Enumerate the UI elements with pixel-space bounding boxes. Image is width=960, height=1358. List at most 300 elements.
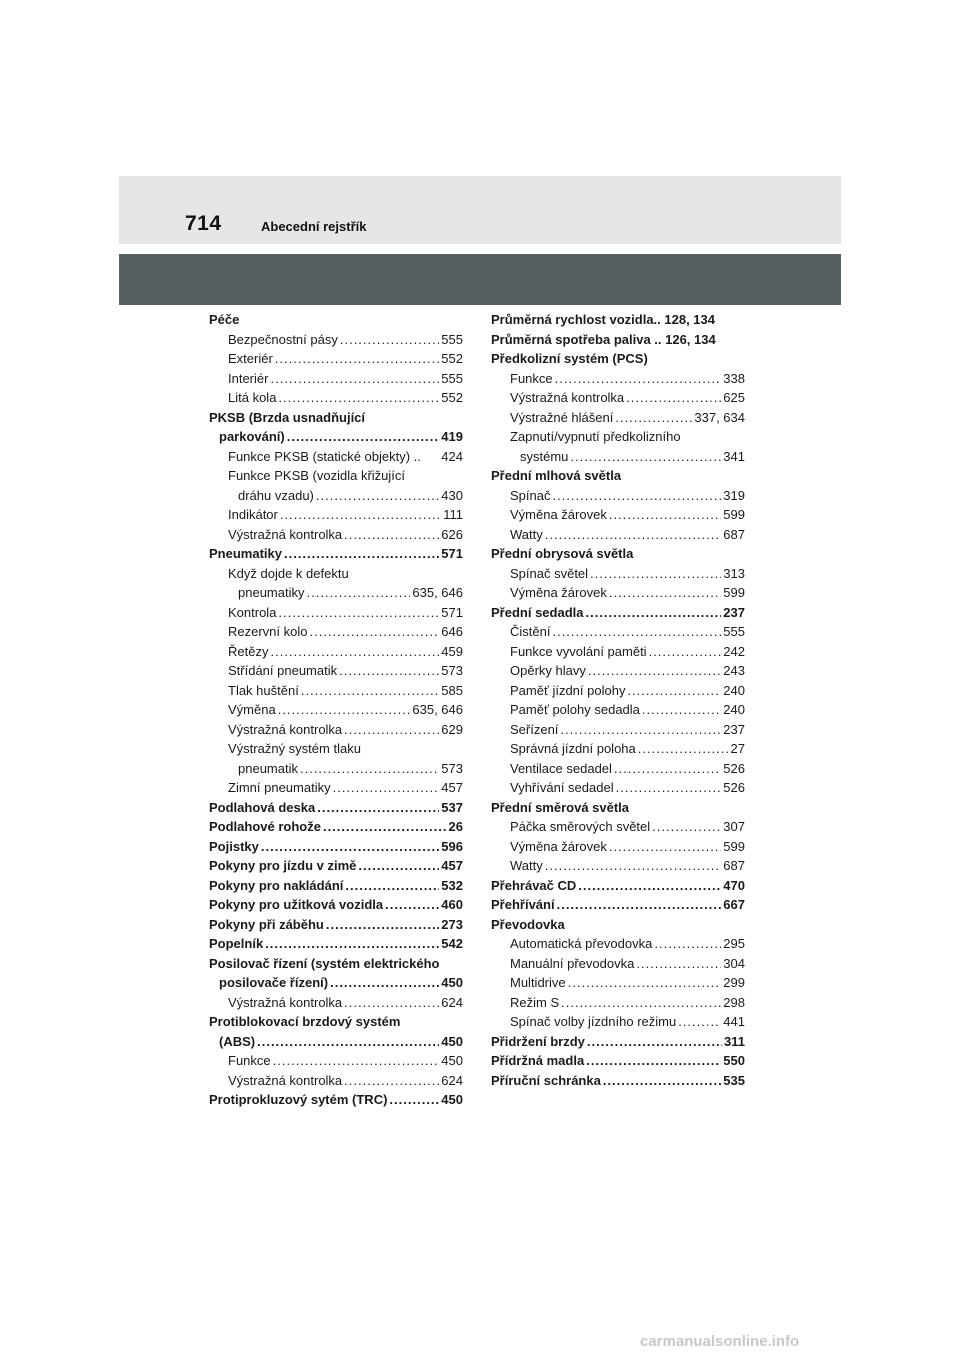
index-entry-term: Tlak huštění bbox=[228, 682, 299, 698]
index-entry-term: Funkce vyvolání paměti bbox=[510, 643, 647, 659]
index-entry-term: systému bbox=[520, 448, 569, 464]
dot-leader bbox=[326, 915, 439, 935]
index-entry-page: 635, 646 bbox=[412, 702, 463, 717]
index-entry-term: Výstražná kontrolka bbox=[510, 390, 625, 405]
dot-leader bbox=[678, 1012, 721, 1032]
index-entry-page: 552 bbox=[441, 351, 463, 366]
index-entry bbox=[491, 642, 745, 662]
index-entry bbox=[209, 1051, 463, 1071]
dot-leader bbox=[261, 837, 439, 857]
index-entry-page: 599 bbox=[723, 585, 745, 600]
dot-leader bbox=[555, 369, 722, 389]
index-entry-term: Pojistky bbox=[209, 838, 259, 854]
index-entry-term: Podlahové rohože bbox=[209, 819, 321, 834]
index-entry-page: 573 bbox=[441, 663, 463, 678]
dot-leader bbox=[552, 622, 721, 642]
dot-leader bbox=[588, 661, 721, 681]
index-entry bbox=[209, 934, 463, 954]
index-entry bbox=[209, 1032, 463, 1052]
index-entry bbox=[209, 837, 463, 857]
index-entry bbox=[209, 310, 463, 330]
dot-leader bbox=[609, 505, 721, 525]
dot-leader bbox=[545, 856, 722, 876]
index-entry-term: Páčka směrových světel bbox=[510, 819, 651, 834]
index-entry-term: Vyhřívání sedadel bbox=[510, 780, 614, 795]
index-entry bbox=[491, 349, 745, 369]
index-entry-term: Automatická převodovka bbox=[510, 936, 653, 951]
index-entry-page: 526 bbox=[723, 780, 745, 795]
index-entry-term: Zapnutí/vypnutí předkolizního bbox=[510, 429, 681, 444]
dot-leader bbox=[642, 700, 721, 720]
dot-leader bbox=[568, 973, 722, 993]
index-entry-page: 599 bbox=[723, 507, 745, 522]
index-entry-term: parkování) bbox=[219, 429, 285, 444]
dot-leader bbox=[265, 934, 439, 954]
index-entry-term: pneumatiky bbox=[238, 585, 305, 600]
index-entry bbox=[491, 447, 745, 467]
index-entry-page: 585 bbox=[441, 682, 463, 698]
dot-leader bbox=[345, 876, 439, 896]
index-entry-term: Pokyny pro nakládání bbox=[209, 877, 344, 893]
index-entry-term: Paměť polohy sedadla bbox=[510, 702, 640, 717]
header-band bbox=[119, 176, 841, 244]
dot-leader bbox=[545, 525, 722, 545]
index-entry-term: Ventilace sedadel bbox=[510, 760, 612, 776]
dot-leader bbox=[275, 349, 440, 369]
index-entry-term: Výměna žárovek bbox=[510, 507, 607, 522]
index-entry-term: Pokyny pro jízdu v zimě bbox=[209, 858, 357, 873]
index-entry-term: Zimní pneumatiky bbox=[228, 780, 331, 795]
dot-leader bbox=[323, 817, 447, 837]
index-entry-page: 237 bbox=[723, 604, 745, 620]
index-entry bbox=[491, 486, 745, 506]
index-entry bbox=[491, 1032, 745, 1052]
index-entry-page: 667 bbox=[723, 897, 745, 912]
index-entry-page: 459 bbox=[441, 643, 463, 659]
index-entry bbox=[209, 1071, 463, 1091]
index-entry bbox=[209, 544, 463, 564]
index-entry-term: Průměrná rychlost vozidla.. 128, 134 bbox=[491, 312, 715, 327]
index-entry bbox=[209, 447, 463, 467]
index-entry-term: Přední mlhová světla bbox=[491, 468, 622, 483]
index-entry-term: Průměrná spotřeba paliva .. 126, 134 bbox=[491, 331, 716, 347]
index-entry-term: Protiblokovací brzdový systém bbox=[209, 1014, 401, 1029]
index-entry-page: 242 bbox=[723, 643, 745, 659]
index-entry bbox=[491, 759, 745, 779]
dot-leader bbox=[278, 388, 439, 408]
dot-leader bbox=[330, 973, 439, 993]
index-entry-page: 550 bbox=[723, 1053, 745, 1068]
index-entry-term: (ABS) bbox=[219, 1033, 256, 1049]
dot-leader bbox=[638, 739, 729, 759]
dot-leader bbox=[284, 544, 439, 564]
index-entry-page: 596 bbox=[441, 838, 463, 854]
index-entry-page: 687 bbox=[723, 526, 745, 542]
index-entry-page: 624 bbox=[441, 1072, 463, 1088]
dot-leader bbox=[587, 1032, 722, 1052]
index-entry-term: Exteriér bbox=[228, 351, 273, 366]
index-entry-term: Manuální převodovka bbox=[510, 955, 635, 971]
index-entry-page: 626 bbox=[441, 526, 463, 542]
index-entry-term: Paměť jízdní polohy bbox=[510, 682, 626, 698]
index-entry-page: 457 bbox=[441, 858, 463, 873]
index-entry-page: 460 bbox=[441, 897, 463, 912]
index-entry-page: 629 bbox=[441, 721, 463, 737]
dot-leader bbox=[578, 876, 721, 896]
index-entry-term: Spínač bbox=[510, 487, 551, 503]
dot-leader bbox=[317, 798, 439, 818]
index-entry bbox=[209, 720, 463, 740]
index-entry bbox=[209, 817, 463, 837]
index-entry-term: Přední sedadla bbox=[491, 604, 584, 620]
index-entry-term: Funkce PKSB (vozidla křižující bbox=[228, 468, 406, 483]
index-entry-term: Watty bbox=[510, 526, 543, 542]
index-entry-page: 526 bbox=[723, 760, 745, 776]
dot-leader bbox=[654, 934, 721, 954]
dot-leader bbox=[316, 486, 439, 506]
decorative-band bbox=[119, 254, 841, 305]
index-entry-term: Spínač volby jízdního režimu bbox=[510, 1014, 677, 1029]
index-entry-term: Rezervní kolo bbox=[228, 624, 308, 639]
dot-leader bbox=[278, 700, 411, 720]
dot-leader bbox=[626, 388, 721, 408]
index-entry-term: Výměna žárovek bbox=[510, 838, 607, 854]
index-entry-term: Litá kola bbox=[228, 390, 277, 405]
index-entry bbox=[209, 369, 463, 389]
index-entry-page: 240 bbox=[723, 702, 745, 717]
index-entry bbox=[209, 895, 463, 915]
index-entry-term: Přidržení brzdy bbox=[491, 1033, 585, 1049]
index-entry bbox=[209, 759, 463, 779]
index-entry-page: 571 bbox=[441, 546, 463, 561]
index-entry-term: Podlahová deska bbox=[209, 799, 316, 815]
dot-leader bbox=[552, 486, 721, 506]
index-entry-term: Správná jízdní poloha bbox=[510, 741, 636, 756]
dot-leader bbox=[586, 1051, 721, 1071]
index-entry-term: Čistění bbox=[510, 624, 551, 639]
dot-leader bbox=[344, 993, 439, 1013]
index-entry-page: 319 bbox=[723, 487, 745, 503]
dot-leader bbox=[557, 895, 722, 915]
dot-leader bbox=[344, 1071, 439, 1091]
index-entry-page: 424 bbox=[441, 448, 463, 464]
index-entry-page: 646 bbox=[441, 624, 463, 639]
index-entry bbox=[209, 993, 463, 1013]
index-entry-term: Režim S bbox=[510, 994, 560, 1010]
index-entry-term: Pokyny při záběhu bbox=[209, 916, 324, 932]
index-entry-page: 625 bbox=[723, 390, 745, 405]
index-entry-term: Funkce PKSB (statické objekty) .. bbox=[228, 448, 421, 464]
index-entry-term: Interiér bbox=[228, 370, 269, 386]
index-entry bbox=[209, 330, 463, 350]
index-entry bbox=[491, 466, 745, 486]
index-entry-page: 299 bbox=[723, 975, 745, 990]
dot-leader bbox=[300, 759, 439, 779]
index-entry bbox=[209, 661, 463, 681]
index-entry bbox=[491, 934, 745, 954]
index-entry-page: 337, 634 bbox=[694, 409, 745, 425]
index-entry-page: 26 bbox=[448, 819, 463, 834]
index-entry bbox=[491, 369, 745, 389]
index-entry-page: 304 bbox=[723, 955, 745, 971]
index-column-right bbox=[491, 310, 745, 1090]
index-entry-page: 111 bbox=[443, 507, 463, 522]
index-entry-term: Seřízení bbox=[510, 721, 559, 737]
index-entry-term: Řetězy bbox=[228, 643, 269, 659]
index-entry-term: Přední směrová světla bbox=[491, 799, 630, 815]
index-entry-page: 573 bbox=[441, 760, 463, 776]
index-entry-term: Výstražný systém tlaku bbox=[228, 741, 361, 756]
index-entry-page: 555 bbox=[441, 370, 463, 386]
index-entry-page: 457 bbox=[441, 780, 463, 795]
index-entry bbox=[209, 583, 463, 603]
index-entry bbox=[491, 661, 745, 681]
index-entry bbox=[491, 954, 745, 974]
index-entry-term: Výstražná kontrolka bbox=[228, 1072, 343, 1088]
index-entry-term: Bezpečnostní pásy bbox=[228, 331, 338, 347]
dot-leader bbox=[301, 681, 439, 701]
index-entry-page: 240 bbox=[723, 682, 745, 698]
index-entry-term: Pokyny pro užitková vozidla bbox=[209, 897, 384, 912]
index-entry-term: Protiprokluzový sytém (TRC) bbox=[209, 1092, 388, 1107]
index-entry bbox=[209, 525, 463, 545]
index-entry-page: 338 bbox=[723, 370, 745, 386]
index-entry-term: Příruční schránka bbox=[491, 1072, 601, 1088]
index-entry bbox=[209, 427, 463, 447]
index-entry bbox=[209, 954, 463, 974]
index-entry-page: 552 bbox=[441, 390, 463, 405]
index-entry-term: Funkce bbox=[510, 370, 553, 386]
index-entry bbox=[209, 564, 463, 584]
index-entry-page: 450 bbox=[441, 1053, 463, 1068]
index-entry-term: Střídání pneumatik bbox=[228, 663, 338, 678]
index-entry-term: Watty bbox=[510, 858, 543, 873]
index-entry bbox=[491, 876, 745, 896]
dot-leader bbox=[257, 1032, 439, 1052]
index-entry-term: dráhu vzadu) bbox=[238, 487, 314, 503]
index-entry bbox=[209, 739, 463, 759]
dot-leader bbox=[344, 720, 439, 740]
index-entry bbox=[491, 837, 745, 857]
index-entry-term: Multidrive bbox=[510, 975, 566, 990]
dot-leader bbox=[603, 1071, 721, 1091]
index-entry-term: Funkce bbox=[228, 1053, 271, 1068]
index-entry-term: Spínač světel bbox=[510, 565, 589, 581]
index-entry bbox=[491, 408, 745, 428]
dot-leader bbox=[609, 583, 721, 603]
dot-leader bbox=[585, 603, 721, 623]
index-entry bbox=[491, 1051, 745, 1071]
index-entry bbox=[209, 915, 463, 935]
index-entry-page: 441 bbox=[723, 1014, 745, 1029]
index-entry-term: Kontrola bbox=[228, 604, 277, 620]
dot-leader bbox=[649, 642, 722, 662]
index-entry bbox=[209, 778, 463, 798]
index-entry-page: 624 bbox=[441, 994, 463, 1010]
index-entry-term: Péče bbox=[209, 312, 240, 327]
index-entry-term: Přehřívání bbox=[491, 897, 555, 912]
index-entry-term: Výměna žárovek bbox=[510, 585, 607, 600]
index-entry bbox=[491, 798, 745, 818]
index-entry-page: 555 bbox=[723, 624, 745, 639]
index-entry-page: 687 bbox=[723, 858, 745, 873]
index-entry bbox=[209, 973, 463, 993]
index-entry-page: 450 bbox=[441, 975, 463, 990]
index-entry bbox=[491, 973, 745, 993]
index-entry-page: 571 bbox=[441, 604, 463, 620]
dot-leader bbox=[615, 408, 692, 428]
index-entry bbox=[491, 895, 745, 915]
index-entry bbox=[491, 622, 745, 642]
index-entry-page: 419 bbox=[441, 429, 463, 444]
dot-leader bbox=[616, 778, 722, 798]
index-entry-term: Výstražná kontrolka bbox=[228, 994, 343, 1010]
dot-leader bbox=[270, 369, 439, 389]
index-entry bbox=[209, 486, 463, 506]
dot-leader bbox=[561, 993, 721, 1013]
index-entry bbox=[209, 681, 463, 701]
index-entry bbox=[209, 408, 463, 428]
dot-leader bbox=[609, 837, 721, 857]
index-entry bbox=[209, 388, 463, 408]
index-entry-page: 307 bbox=[723, 819, 745, 834]
index-entry-term: PKSB (Brzda usnadňující bbox=[209, 409, 366, 425]
dot-leader bbox=[385, 895, 439, 915]
dot-leader bbox=[309, 622, 439, 642]
index-entry-term: Když dojde k defektu bbox=[228, 565, 349, 581]
index-entry-term: Pneumatiky bbox=[209, 546, 282, 561]
index-entry bbox=[209, 505, 463, 525]
index-entry bbox=[491, 720, 745, 740]
index-entry bbox=[209, 1012, 463, 1032]
dot-leader bbox=[339, 661, 439, 681]
index-entry bbox=[209, 466, 463, 486]
index-entry bbox=[209, 349, 463, 369]
index-entry-page: 532 bbox=[441, 877, 463, 893]
dot-leader bbox=[358, 856, 439, 876]
index-entry-page: 273 bbox=[441, 916, 463, 932]
index-entry bbox=[491, 603, 745, 623]
index-entry-page: 298 bbox=[723, 994, 745, 1010]
index-entry bbox=[491, 388, 745, 408]
dot-leader bbox=[389, 1090, 439, 1110]
dot-leader bbox=[344, 525, 439, 545]
index-entry-page: 542 bbox=[441, 936, 463, 951]
dot-leader bbox=[652, 817, 721, 837]
index-entry bbox=[491, 505, 745, 525]
index-entry bbox=[491, 1071, 745, 1091]
index-entry bbox=[209, 603, 463, 623]
index-entry-page: 237 bbox=[723, 721, 745, 737]
index-entry bbox=[209, 876, 463, 896]
index-entry bbox=[209, 1090, 463, 1110]
index-entry-term: Výměna bbox=[228, 702, 276, 717]
index-entry-page: 311 bbox=[724, 1033, 745, 1049]
index-entry bbox=[491, 525, 745, 545]
index-entry-page: 295 bbox=[723, 936, 745, 951]
index-entry-term: Přehrávač CD bbox=[491, 877, 577, 893]
index-entry bbox=[491, 739, 745, 759]
index-entry-page: 535 bbox=[723, 1072, 745, 1088]
dot-leader bbox=[306, 583, 410, 603]
index-column-left bbox=[209, 310, 463, 1110]
index-entry bbox=[491, 544, 745, 564]
dot-leader bbox=[560, 720, 721, 740]
dot-leader bbox=[270, 642, 439, 662]
index-entry-term: Výstražné hlášení bbox=[510, 409, 614, 425]
index-entry-term: Popelník bbox=[209, 936, 264, 951]
dot-leader bbox=[614, 759, 721, 779]
index-entry bbox=[491, 564, 745, 584]
dot-leader bbox=[590, 564, 721, 584]
index-entry-term: Indikátor bbox=[228, 507, 278, 522]
index-entry bbox=[209, 622, 463, 642]
index-entry bbox=[209, 700, 463, 720]
section-title: Abecední rejstřík bbox=[261, 219, 367, 234]
dot-leader bbox=[278, 603, 439, 623]
index-entry-term: Přídržná madla bbox=[491, 1053, 585, 1068]
index-entry-term: Předkolizní systém (PCS) bbox=[491, 351, 648, 366]
index-entry bbox=[491, 310, 745, 330]
index-entry bbox=[491, 856, 745, 876]
index-entry bbox=[491, 583, 745, 603]
index-entry-term: Opěrky hlavy bbox=[510, 663, 586, 678]
index-entry bbox=[491, 330, 745, 350]
dot-leader bbox=[636, 954, 721, 974]
index-entry bbox=[491, 427, 745, 447]
page-number: 714 bbox=[185, 212, 222, 235]
index-entry-page: 450 bbox=[441, 1033, 463, 1049]
index-entry bbox=[491, 817, 745, 837]
dot-leader bbox=[340, 330, 439, 350]
index-entry-page: 537 bbox=[441, 799, 463, 815]
index-entry bbox=[209, 642, 463, 662]
index-entry-term: pneumatik bbox=[238, 760, 298, 776]
index-entry-term: Převodovka bbox=[491, 916, 565, 932]
index-entry bbox=[491, 993, 745, 1013]
dot-leader bbox=[273, 1051, 440, 1071]
dot-leader bbox=[287, 427, 440, 447]
dot-leader bbox=[333, 778, 440, 798]
index-entry-term: Výstražná kontrolka bbox=[228, 721, 343, 737]
index-entry bbox=[491, 915, 745, 935]
index-entry bbox=[209, 798, 463, 818]
index-entry-page: 341 bbox=[723, 448, 745, 464]
index-entry bbox=[491, 700, 745, 720]
index-entry-page: 555 bbox=[441, 331, 463, 347]
index-entry-page: 430 bbox=[441, 487, 463, 503]
index-entry-term: Výstražná kontrolka bbox=[228, 526, 343, 542]
index-entry-page: 470 bbox=[723, 877, 745, 893]
index-entry-page: 313 bbox=[723, 565, 745, 581]
index-entry-page: 599 bbox=[723, 838, 745, 854]
dot-leader bbox=[627, 681, 721, 701]
index-entry bbox=[491, 778, 745, 798]
index-entry-page: 450 bbox=[441, 1092, 463, 1107]
index-entry-page: 27 bbox=[730, 741, 745, 756]
index-entry bbox=[491, 1012, 745, 1032]
index-entry bbox=[209, 856, 463, 876]
index-entry-term: Přední obrysová světla bbox=[491, 546, 634, 561]
index-entry-page: 243 bbox=[723, 663, 745, 678]
watermark: carmanualsonline.info bbox=[640, 1333, 800, 1350]
index-entry-page: 635, 646 bbox=[412, 585, 463, 600]
index-entry-term: Posilovač řízení (systém elektrického bbox=[209, 955, 440, 971]
dot-leader bbox=[280, 505, 441, 525]
dot-leader bbox=[570, 447, 721, 467]
index-entry bbox=[491, 681, 745, 701]
index-entry-term: posilovače řízení) bbox=[219, 975, 329, 990]
